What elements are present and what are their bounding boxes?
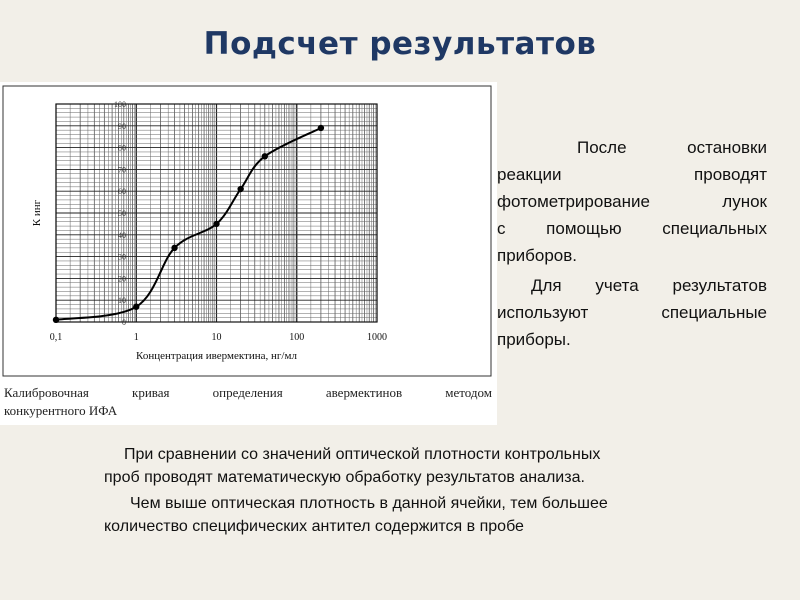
- side-p1-line: После остановки: [577, 138, 767, 157]
- y-tick-label: 50: [118, 209, 126, 218]
- y-tick-label: 60: [118, 187, 126, 197]
- y-tick-label: 30: [118, 252, 126, 262]
- side-p2-line: используют специальные: [497, 303, 767, 322]
- data-point: [237, 186, 243, 192]
- data-point: [213, 221, 219, 227]
- data-point: [133, 304, 139, 310]
- side-paragraph-2: [497, 272, 767, 353]
- y-tick-label: 20: [118, 274, 126, 284]
- chart-figure: [0, 82, 497, 425]
- data-point: [53, 317, 59, 323]
- chart-frame: [3, 86, 491, 376]
- side-p1-line: реакции проводят: [497, 165, 767, 184]
- bottom-paragraph-1: [104, 443, 744, 489]
- data-point: [318, 125, 324, 131]
- y-tick-label: 100: [114, 100, 126, 109]
- y-tick-label: 90: [118, 121, 126, 131]
- side-p1-line: фотометрирование лунок: [497, 192, 767, 211]
- side-paragraph-1: [497, 134, 767, 269]
- x-tick-label: 0,1: [49, 332, 63, 343]
- figure-caption-line1: Калибровочная кривая определения авермектинов методом: [4, 385, 492, 400]
- side-p1-line: с помощью специальных: [497, 219, 767, 238]
- side-p2-line: приборы.: [497, 330, 571, 349]
- bottom-p2-line: Чем выше оптическая плотность в данной ячейки, тем большее: [130, 495, 608, 512]
- y-tick-label: 80: [118, 143, 126, 153]
- bottom-p1-line: При сравнении со значений оптической плотности контрольных: [124, 446, 601, 463]
- side-p2-line: Для учета результатов: [531, 276, 767, 295]
- y-tick-label: 70: [118, 165, 126, 175]
- x-tick-label: 100: [289, 332, 305, 343]
- grid-layer: [56, 104, 377, 322]
- chart-svg: [0, 82, 497, 425]
- x-tick-label: 1: [133, 332, 139, 343]
- x-axis-label: Концентрация ивермектина, нг/мл: [136, 350, 297, 362]
- figure-caption-line2: конкурентного ИФА: [4, 403, 118, 418]
- x-tick-label: 10: [211, 332, 222, 343]
- slide-title: Подсчет результатов: [203, 26, 597, 62]
- x-tick-label: 1000: [367, 332, 387, 343]
- bottom-paragraph-2: [104, 492, 744, 538]
- side-p1-line: приборов.: [497, 246, 578, 265]
- data-point: [171, 245, 177, 251]
- y-axis-label: К инг: [31, 199, 43, 227]
- y-tick-label: 10: [118, 296, 126, 306]
- y-tick-label: 0: [122, 318, 126, 327]
- bottom-p2-line: количество специфических антител содержится в пробе: [104, 518, 524, 535]
- y-tick-label: 40: [118, 230, 126, 240]
- bottom-p1-line: проб проводят математическую обработку результатов анализа.: [104, 469, 585, 486]
- data-point: [262, 153, 268, 159]
